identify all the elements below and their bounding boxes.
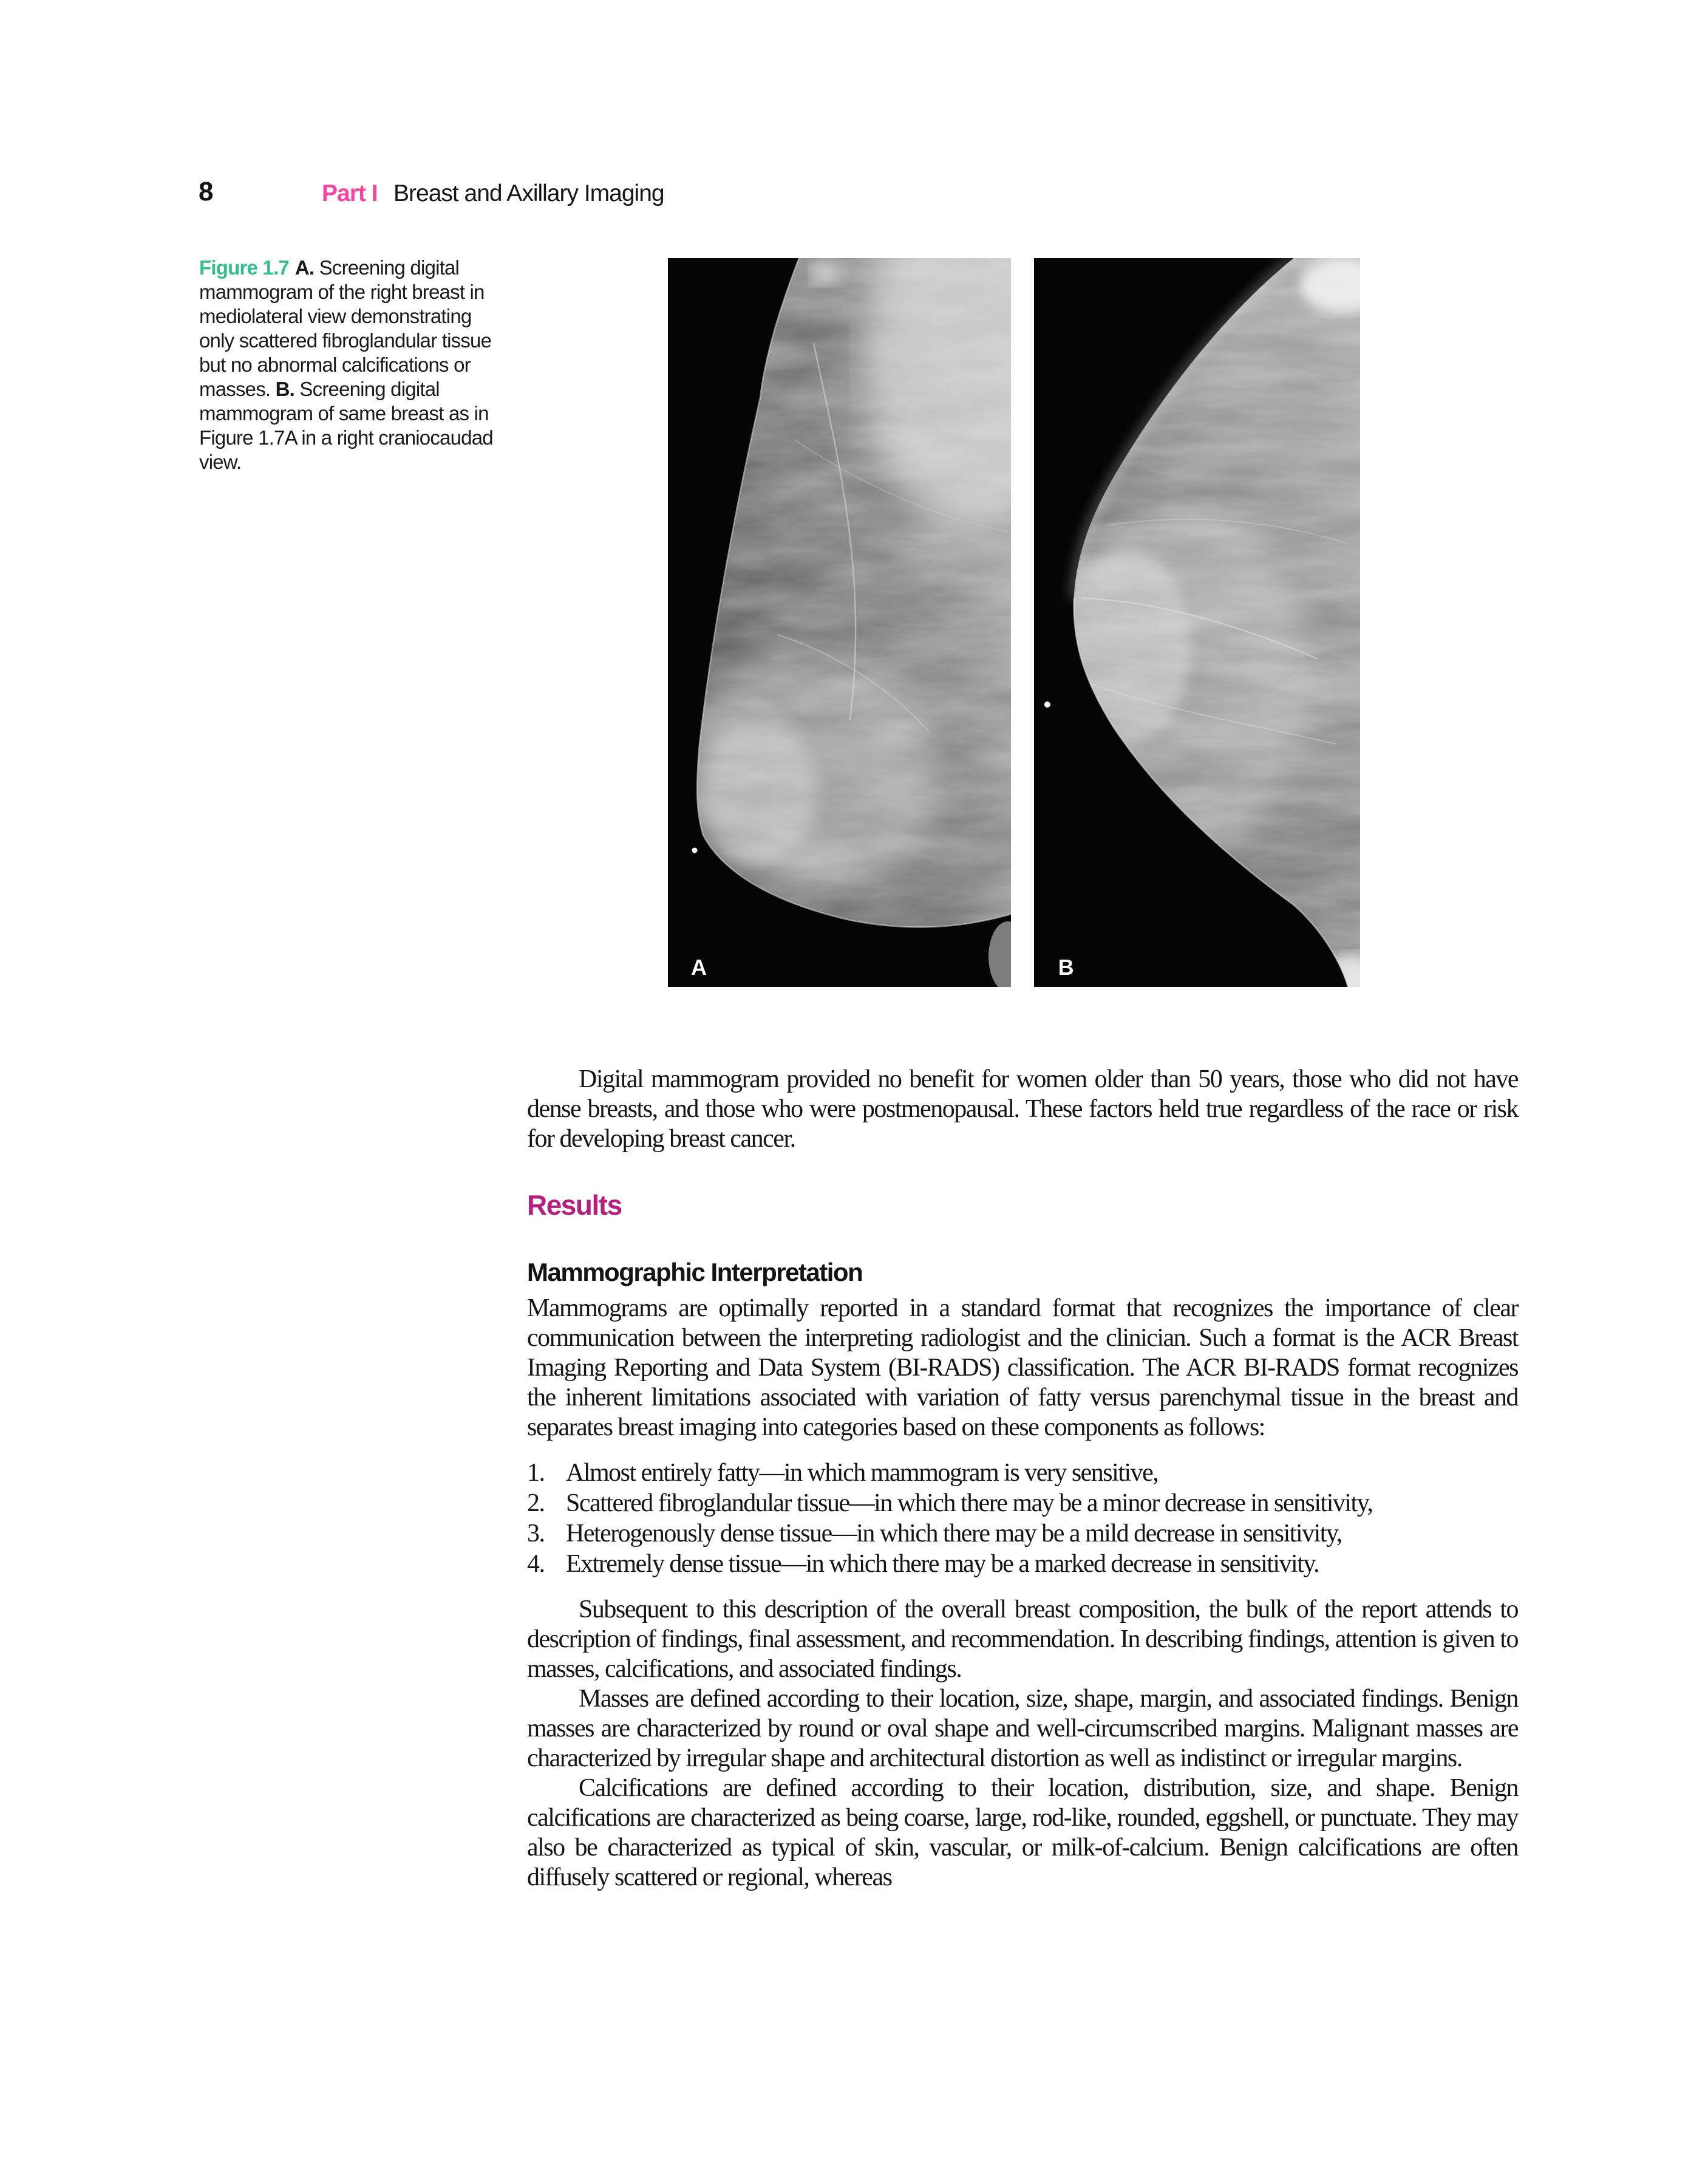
part-title: Breast and Axillary Imaging [393,180,664,207]
list-item-number: 2. [527,1489,545,1517]
skin-marker-dot-a [692,848,698,853]
list-item [527,1489,1518,1518]
figure-caption-b-text: Screening digital mammogram of same breast as in Figure 1.7A in a right craniocaudad view. [199,378,493,473]
mammogram-image-a [668,258,1011,987]
paragraph-masses: Masses are defined according to their location, size, shape, margin, and associated findings. Benign masses are characterized by round or oval shape and well-circumscribed margins. Malignant masses are characterized by irregular shape and architectural distortion as well as indistinct or irregular margins. [527,1685,1518,1772]
figure-label: Figure 1.7 [199,256,289,279]
figure-caption-a-text: Screening digital mammogram of the right breast in mediolateral view demonstrating only scattered fibroglandular tissue but no abnormal calcifications or masses. [199,256,492,400]
figure-caption-b-bold: B. [275,378,295,400]
figure-caption [199,256,506,474]
list-item-number: 1. [527,1459,545,1487]
paragraph-digital-mammogram: Digital mammogram provided no benefit for women older than 50 years, those who did not have dense breasts, and those who were postmenopausal. These factors held true regardless of the race or risk for developing breast cancer. [527,1065,1518,1153]
list-item [527,1549,1518,1579]
page-number: 8 [199,177,213,207]
list-item [527,1519,1518,1549]
list-item-text: Scattered fibroglandular tissue—in which there may be a minor decrease in sensitivity, [566,1489,1373,1517]
list-item [527,1458,1518,1488]
paragraph-calcifications: Calcifications are defined according to their location, distribution, size, and shape. Benign calcifications are characterized as being coarse, large, rod-like, rounded, eggshell, or punctuate. They may also be characterized as typical of skin, vascular, or milk-of-calcium. Benign calcifications are often diffusely scattered or regional, whereas [527,1774,1518,1891]
skin-marker-dot-b [1044,701,1050,708]
list-item-text: Almost entirely fatty—in which mammogram is very sensitive, [566,1459,1159,1487]
list-item-text: Extremely dense tissue—in which there may be a marked decrease in sensitivity. [566,1550,1319,1578]
list-item-number: 3. [527,1520,545,1548]
list-item-text: Heterogenously dense tissue—in which there may be a mild decrease in sensitivity, [566,1520,1342,1548]
mammogram-image-b [1034,258,1360,987]
list-item-number: 4. [527,1550,545,1578]
results-heading: Results [527,1189,622,1221]
paragraph-mammograms-reported: Mammograms are optimally reported in a standard format that recognizes the importance of clear communication between the interpreting radiologist and the clinician. Such a format is the ACR Breast Imaging Reporting and Data System (BI-RADS) classification. The ACR BI-RADS format recognizes the inherent limitations associated with variation of fatty versus parenchymal tissue in the breast and separates breast imaging into categories based on these components as follows: [527,1294,1518,1441]
mammographic-interpretation-subheading: Mammographic Interpretation [527,1258,863,1286]
part-label: Part I [322,180,378,207]
mammogram-panel-b [1034,258,1360,987]
paragraph-subsequent: Subsequent to this description of the overall breast composition, the bulk of the report attends to description of findings, final assessment, and recommendation. In describing findings, attention is given to masses, calcifications, and associated findings. [527,1596,1518,1683]
figure-caption-a-bold: A. [294,256,315,279]
main-text-column [527,1065,1518,1893]
panel-a-letter: A [691,955,707,980]
mammogram-panel-a [668,258,1011,987]
breast-composition-list [527,1458,1518,1579]
panel-b-letter: B [1058,955,1075,980]
